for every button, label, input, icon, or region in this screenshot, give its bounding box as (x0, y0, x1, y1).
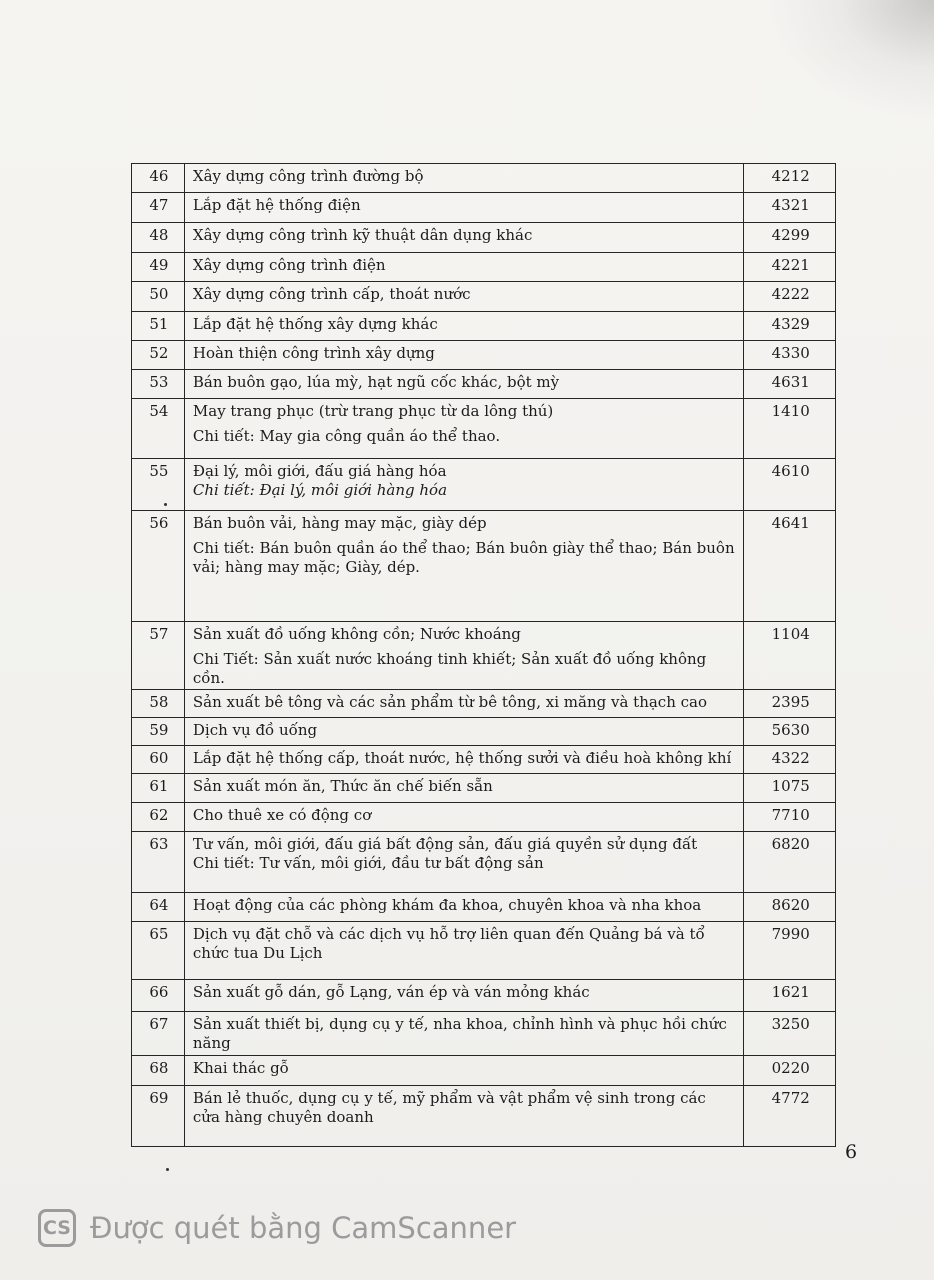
table-row (132, 253, 836, 282)
industry-code: 4329 (744, 312, 836, 341)
business-line-detail: Chi Tiết: Sản xuất nước khoáng tinh khiết; Sản xuất đồ uống không cồn. (192, 649, 707, 687)
industry-code: 7710 (744, 803, 836, 832)
table-row (132, 223, 836, 253)
business-line-name: Sản xuất món ăn, Thức ăn chế biến sẵn (192, 777, 493, 796)
business-line-name: Khai thác gỗ (192, 1058, 289, 1077)
row-number: 54 (132, 399, 185, 459)
business-line-name: Lắp đặt hệ thống điện (192, 196, 361, 214)
business-line-name: Xây dựng công trình điện (192, 256, 386, 274)
row-name-cell (184, 746, 744, 774)
business-line-name: Sản xuất bê tông và các sản phẩm từ bê tông, xi măng và thạch cao (192, 693, 707, 712)
business-line-name: Hoạt động của các phòng khám đa khoa, chuyên khoa và nha khoa (192, 896, 702, 915)
table-row (132, 312, 836, 341)
business-line-name: Đại lý, môi giới, đấu giá hàng hóa (192, 462, 447, 480)
row-name-cell (184, 253, 744, 282)
table-row (132, 282, 836, 312)
row-number: 50 (132, 282, 185, 312)
table-row (132, 832, 836, 893)
table-row (132, 341, 836, 370)
industry-code: 4330 (744, 341, 836, 370)
row-name-cell (184, 223, 744, 253)
scan-speck (164, 503, 167, 506)
row-name-cell (184, 193, 744, 223)
industry-code: 4631 (744, 370, 836, 399)
table-row (132, 622, 836, 690)
industry-code: 4322 (744, 746, 836, 774)
business-line-name: Bán buôn gạo, lúa mỳ, hạt ngũ cốc khác, bột mỳ (192, 373, 560, 391)
business-line-detail: Chi tiết: Bán buôn quần áo thể thao; Bán buôn giày thể thao; Bán buôn vải; hàng may mặc; Giày, dép. (192, 538, 735, 576)
row-name-cell (184, 774, 744, 803)
industry-code: 1410 (744, 399, 836, 459)
row-name-cell (184, 893, 744, 922)
row-number: 61 (132, 774, 185, 803)
industry-code: 4212 (744, 164, 836, 193)
row-number: 56 (132, 511, 185, 622)
industry-code: 1075 (744, 774, 836, 803)
table-row (132, 399, 836, 459)
industry-code: 4222 (744, 282, 836, 312)
row-number: 51 (132, 312, 185, 341)
row-number: 60 (132, 746, 185, 774)
business-line-name: Hoàn thiện công trình xây dựng (192, 344, 435, 362)
row-name-cell (184, 832, 744, 893)
row-number: 66 (132, 980, 185, 1012)
row-number: 57 (132, 622, 185, 690)
row-name-cell (184, 164, 744, 193)
row-name-cell (184, 370, 744, 399)
business-line-name: Sản xuất gỗ dán, gỗ Lạng, ván ép và ván mỏng khác (192, 983, 590, 1002)
table-row (132, 1085, 836, 1146)
business-line-name: Bán buôn vải, hàng may mặc, giày dép (192, 514, 487, 532)
watermark-text: Được quét bằng CamScanner (90, 1211, 517, 1245)
industry-code: 2395 (744, 690, 836, 718)
business-line-name: Cho thuê xe có động cơ (192, 806, 372, 825)
row-number: 59 (132, 718, 185, 746)
table-row (132, 746, 836, 774)
business-line-name: Sản xuất đồ uống không cồn; Nước khoáng (192, 625, 521, 643)
row-number: 62 (132, 803, 185, 832)
table-row (132, 1012, 836, 1056)
row-name-cell (184, 718, 744, 746)
scan-shadow (764, 0, 934, 120)
industry-code: 4221 (744, 253, 836, 282)
industry-code: 5630 (744, 718, 836, 746)
row-number: 48 (132, 223, 185, 253)
table-row (132, 893, 836, 922)
industry-code: 4299 (744, 223, 836, 253)
business-line-name: Bán lẻ thuốc, dụng cụ y tế, mỹ phẩm và vật phẩm vệ sinh trong các cửa hàng chuyên doanh (192, 1088, 706, 1126)
business-line-detail: Chi tiết: Tư vấn, môi giới, đầu tư bất động sản (192, 854, 544, 872)
business-line-name: Sản xuất thiết bị, dụng cụ y tế, nha khoa, chỉnh hình và phục hồi chức năng (192, 1015, 727, 1052)
industry-code: 4641 (744, 511, 836, 622)
row-number: 67 (132, 1012, 185, 1056)
table-row (132, 370, 836, 399)
row-number: 68 (132, 1055, 185, 1085)
industry-code: 4772 (744, 1085, 836, 1146)
industry-code: 3250 (744, 1012, 836, 1056)
industry-code: 7990 (744, 922, 836, 980)
table-row (132, 774, 836, 803)
camscanner-watermark (38, 1206, 516, 1250)
business-line-name: Xây dựng công trình kỹ thuật dân dụng khác (192, 226, 533, 244)
row-name-cell (184, 690, 744, 718)
table-row (132, 164, 836, 193)
row-number: 64 (132, 893, 185, 922)
row-number: 52 (132, 341, 185, 370)
industry-code: 8620 (744, 893, 836, 922)
industry-code: 4610 (744, 459, 836, 511)
table-row (132, 1055, 836, 1085)
row-number: 47 (132, 193, 185, 223)
business-line-detail: Chi tiết: May gia công quần áo thể thao. (192, 426, 501, 445)
scan-speck (166, 1168, 169, 1171)
row-name-cell (184, 980, 744, 1012)
business-line-name: Tư vấn, môi giới, đấu giá bất động sản, đấu giá quyền sử dụng đất (192, 835, 698, 854)
industry-code: 1104 (744, 622, 836, 690)
row-name-cell (184, 1085, 744, 1146)
business-line-name: Xây dựng công trình cấp, thoát nước (192, 285, 471, 303)
row-number: 55 (132, 459, 185, 511)
camscanner-logo-icon: CS (38, 1209, 76, 1247)
business-lines-table (131, 163, 836, 1147)
industry-code: 4321 (744, 193, 836, 223)
row-name-cell (184, 312, 744, 341)
row-name-cell (184, 922, 744, 980)
row-number: 49 (132, 253, 185, 282)
business-line-name: Dịch vụ đặt chỗ và các dịch vụ hỗ trợ liên quan đến Quảng bá và tổ chức tua Du Lịch (192, 925, 705, 962)
table-row (132, 193, 836, 223)
business-line-name: Lắp đặt hệ thống cấp, thoát nước, hệ thống sưởi và điều hoà không khí (192, 749, 732, 768)
business-line-detail: Chi tiết: Đại lý, môi giới hàng hóa (192, 480, 448, 499)
industry-code: 6820 (744, 832, 836, 893)
row-name-cell (184, 399, 744, 459)
row-name-cell (184, 1012, 744, 1056)
row-name-cell (184, 341, 744, 370)
row-number: 53 (132, 370, 185, 399)
table-row (132, 718, 836, 746)
row-number: 69 (132, 1085, 185, 1146)
table-row (132, 459, 836, 511)
row-number: 58 (132, 690, 185, 718)
row-name-cell (184, 622, 744, 690)
page-number: 6 (845, 1141, 858, 1163)
table-row (132, 690, 836, 718)
row-name-cell (184, 511, 744, 622)
business-line-name: Dịch vụ đồ uống (192, 721, 318, 740)
row-name-cell (184, 1055, 744, 1085)
row-number: 63 (132, 832, 185, 893)
business-line-name: May trang phục (trừ trang phục từ da lông thú) (192, 402, 554, 420)
table-row (132, 922, 836, 980)
table-row (132, 980, 836, 1012)
row-name-cell (184, 459, 744, 511)
table-row (132, 511, 836, 622)
industry-code: 1621 (744, 980, 836, 1012)
business-line-name: Lắp đặt hệ thống xây dựng khác (192, 315, 438, 333)
row-number: 46 (132, 164, 185, 193)
row-name-cell (184, 803, 744, 832)
row-name-cell (184, 282, 744, 312)
row-number: 65 (132, 922, 185, 980)
business-line-name: Xây dựng công trình đường bộ (192, 167, 424, 185)
table-row (132, 803, 836, 832)
industry-code: 0220 (744, 1055, 836, 1085)
